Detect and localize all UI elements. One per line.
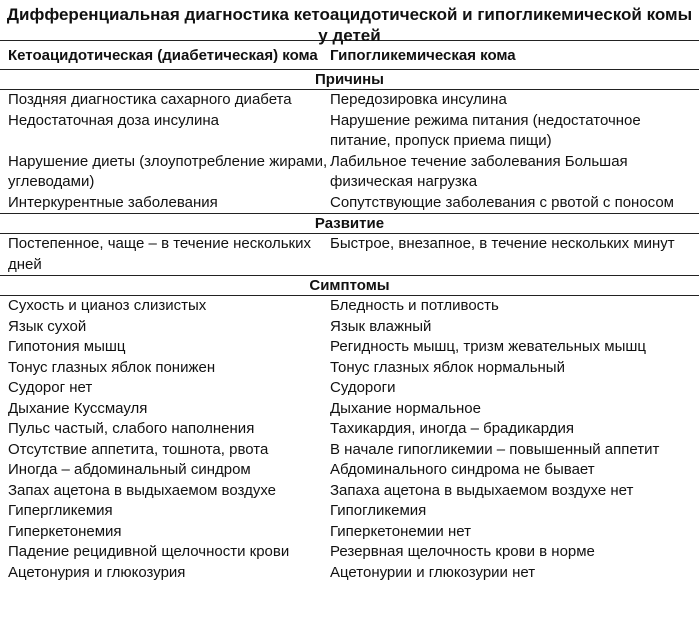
hypoglycemic-cell: В начале гипогликемии – повышенный аппетит <box>330 440 660 458</box>
section-title: Причины <box>0 70 699 90</box>
table-row <box>0 358 699 379</box>
hypoglycemic-cell: Гиперкетонемии нет <box>330 522 471 540</box>
hypoglycemic-cell: Нарушение режима питания (недостаточное питание, пропуск приема пищи) <box>330 111 641 149</box>
hypoglycemic-cell: Дыхание нормальное <box>330 399 481 417</box>
table-row <box>0 542 699 563</box>
table-row <box>0 234 699 276</box>
section-header <box>0 70 699 90</box>
table-row <box>0 440 699 461</box>
table-row <box>0 522 699 543</box>
ketoacidotic-cell: Падение рецидивной щелочности крови <box>8 543 290 560</box>
ketoacidotic-cell: Пульс частый, слабого наполнения <box>8 420 255 437</box>
ketoacidotic-cell: Запах ацетона в выдыхаемом воздухе <box>8 481 277 499</box>
table-row <box>0 296 699 317</box>
ketoacidotic-cell: Сухость и цианоз слизистых <box>8 297 207 314</box>
table-row <box>0 317 699 338</box>
hypoglycemic-cell: Передозировка инсулина <box>330 91 507 108</box>
hypoglycemic-cell: Регидность мышц, тризм жевательных мышц <box>330 338 647 355</box>
hypoglycemic-cell: Запаха ацетона в выдыхаемом воздухе нет <box>330 481 634 499</box>
table-row <box>0 563 699 584</box>
ketoacidotic-cell: Тонус глазных яблок понижен <box>8 358 216 376</box>
table-row <box>0 337 699 358</box>
ketoacidotic-cell: Поздняя диагностика сахарного диабета <box>8 91 292 108</box>
hypoglycemic-cell: Сопутствующие заболевания с рвотой с поносом <box>330 193 674 211</box>
table-row <box>0 460 699 481</box>
hypoglycemic-cell: Гипогликемия <box>330 502 427 519</box>
hypoglycemic-cell: Резервная щелочность крови в норме <box>330 543 595 560</box>
table-row <box>0 501 699 522</box>
section-header <box>0 214 699 234</box>
table-row <box>0 111 699 152</box>
table-row <box>0 378 699 399</box>
hypoglycemic-cell: Судороги <box>330 379 396 396</box>
table-row <box>0 419 699 440</box>
table-row <box>0 399 699 420</box>
ketoacidotic-cell: Судорог нет <box>8 379 93 396</box>
ketoacidotic-cell: Ацетонурия и глюкозурия <box>8 563 186 581</box>
table-row <box>0 481 699 502</box>
hypoglycemic-cell: Лабильное течение заболевания Большая физическая нагрузка <box>330 152 628 190</box>
ketoacidotic-cell: Гипергликемия <box>8 502 113 519</box>
table-row <box>0 152 699 193</box>
hypoglycemic-cell: Язык влажный <box>330 317 432 335</box>
header-hypoglycemic: Гипогликемическая кома <box>330 47 516 64</box>
ketoacidotic-cell: Отсутствие аппетита, тошнота, рвота <box>8 440 269 458</box>
diagnosis-table <box>0 40 699 583</box>
ketoacidotic-cell: Недостаточная доза инсулина <box>8 111 220 129</box>
hypoglycemic-cell: Абдоминального синдрома не бывает <box>330 461 595 478</box>
hypoglycemic-cell: Тонус глазных яблок нормальный <box>330 358 565 376</box>
section-title: Симптомы <box>0 276 699 296</box>
header-ketoacidotic: Кетоацидотическая (диабетическая) кома <box>8 47 318 64</box>
ketoacidotic-cell: Постепенное, чаще – в течение нескольких дней <box>8 235 311 273</box>
ketoacidotic-cell: Гипотония мышц <box>8 338 126 355</box>
hypoglycemic-cell: Быстрое, внезапное, в течение нескольких минут <box>330 235 675 252</box>
table-row <box>0 90 699 111</box>
ketoacidotic-cell: Иногда – абдоминальный синдром <box>8 461 251 478</box>
ketoacidotic-cell: Гиперкетонемия <box>8 522 122 540</box>
section-title: Развитие <box>0 214 699 234</box>
document-title: Дифференциальная диагностика кетоацидотической и гипогликемической комы у детей <box>6 5 693 45</box>
hypoglycemic-cell: Ацетонурии и глюкозурии нет <box>330 563 536 581</box>
ketoacidotic-cell: Интеркурентные заболевания <box>8 193 218 211</box>
table-row <box>0 193 699 214</box>
table-body <box>0 70 699 584</box>
hypoglycemic-cell: Тахикардия, иногда – брадикардия <box>330 420 574 437</box>
ketoacidotic-cell: Дыхание Куссмауля <box>8 399 148 417</box>
ketoacidotic-cell: Язык сухой <box>8 317 87 335</box>
section-header <box>0 276 699 296</box>
hypoglycemic-cell: Бледность и потливость <box>330 297 499 314</box>
ketoacidotic-cell: Нарушение диеты (злоупотребление жирами, углеводами) <box>8 152 328 190</box>
header-row <box>0 41 699 70</box>
